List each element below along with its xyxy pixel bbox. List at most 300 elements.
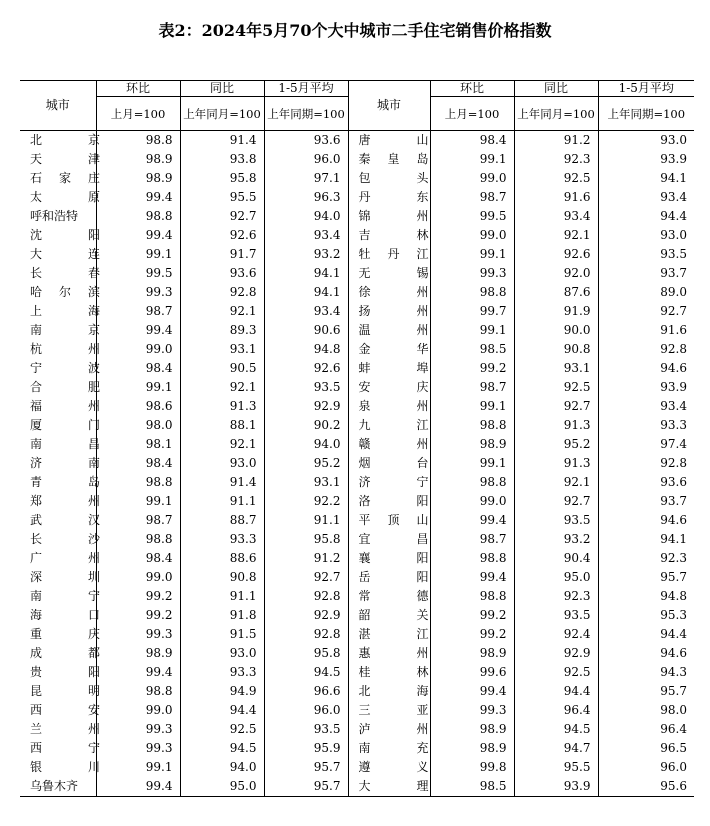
- city-name-spread-left: [30, 625, 100, 644]
- yoy-value-left: 95.5: [180, 188, 264, 207]
- table-row: [20, 644, 694, 663]
- table-row: [20, 758, 694, 777]
- mom-value-right: 98.8: [430, 549, 514, 568]
- city-name-text: 包 头: [358, 171, 429, 185]
- avg-value-left: 94.0: [264, 435, 348, 454]
- avg-value-left: 94.5: [264, 663, 348, 682]
- city-name-left: [20, 568, 100, 587]
- avg-value-right: 96.0: [598, 758, 694, 777]
- city-name-right: [348, 701, 430, 720]
- city-name-text: 武 汉: [30, 513, 100, 527]
- city-name-left: [20, 530, 100, 549]
- avg-value-left: 95.8: [264, 530, 348, 549]
- yoy-value-right: 92.9: [514, 644, 598, 663]
- mom-value-left: 98.9: [96, 150, 180, 169]
- city-name-text: 乌鲁木齐: [30, 779, 79, 793]
- city-name-right: [348, 416, 430, 435]
- avg-value-left: 93.1: [264, 473, 348, 492]
- city-name-text: 合 肥: [30, 380, 100, 394]
- city-name-spread-left: [30, 245, 100, 264]
- yoy-value-right: 93.1: [514, 359, 598, 378]
- group-header-mom-left: 环比: [96, 81, 180, 97]
- yoy-value-right: 94.7: [514, 739, 598, 758]
- table-row: [20, 492, 694, 511]
- yoy-value-right: 95.5: [514, 758, 598, 777]
- table-row: [20, 549, 694, 568]
- city-name-spread-right: [359, 226, 429, 245]
- city-name-right: [348, 587, 430, 606]
- city-name-left: [20, 739, 100, 758]
- city-name-spread-right: [359, 435, 429, 454]
- header-row-groups: [20, 81, 694, 97]
- sub-header-yoy-left: 上年同月=100: [180, 97, 264, 131]
- city-name-right: [348, 739, 430, 758]
- avg-value-right: 96.4: [598, 720, 694, 739]
- yoy-value-left: 92.1: [180, 302, 264, 321]
- city-name-text: 徐 州: [358, 285, 429, 299]
- city-name-spread-right: [359, 758, 429, 777]
- mom-value-left: 98.8: [96, 207, 180, 226]
- city-name-right: [348, 283, 430, 302]
- yoy-value-left: 91.1: [180, 587, 264, 606]
- city-name-spread-left: [30, 454, 100, 473]
- city-name-spread-right: [359, 644, 429, 663]
- city-name-text: 锦 州: [358, 209, 429, 223]
- city-name-right: [348, 321, 430, 340]
- city-name-spread-right: [359, 492, 429, 511]
- city-name-text: 银 川: [30, 760, 100, 774]
- avg-value-left: 90.2: [264, 416, 348, 435]
- avg-value-right: 93.9: [598, 150, 694, 169]
- table-row: [20, 416, 694, 435]
- mom-value-right: 99.0: [430, 492, 514, 511]
- mom-value-left: 99.4: [96, 226, 180, 245]
- city-name-left: [20, 777, 96, 797]
- mom-value-right: 98.9: [430, 720, 514, 739]
- table-row: [20, 606, 694, 625]
- city-name-text: 蚌 埠: [358, 361, 429, 375]
- city-name-text: 昆 明: [30, 684, 100, 698]
- yoy-value-right: 95.0: [514, 568, 598, 587]
- city-name-text: 泸 州: [358, 722, 429, 736]
- mom-value-left: 99.0: [96, 701, 180, 720]
- mom-value-right: 99.8: [430, 758, 514, 777]
- group-header-avg-left: 1-5月平均: [264, 81, 348, 97]
- sub-header-avg-left: 上年同期=100: [264, 97, 348, 131]
- mom-value-right: 99.3: [430, 701, 514, 720]
- city-name-text: 上 海: [30, 304, 100, 318]
- city-name-left: [20, 207, 96, 226]
- mom-value-left: 99.4: [96, 777, 180, 797]
- yoy-value-right: 92.5: [514, 169, 598, 188]
- avg-value-left: 94.1: [264, 264, 348, 283]
- mom-value-left: 98.7: [96, 511, 180, 530]
- city-name-left: [20, 188, 100, 207]
- group-header-mom-right: 环比: [430, 81, 514, 97]
- city-name-spread-left: [30, 359, 100, 378]
- city-name-spread-right: [359, 359, 429, 378]
- mom-value-left: 98.6: [96, 397, 180, 416]
- mom-value-right: 98.4: [430, 131, 514, 151]
- yoy-value-right: 92.7: [514, 492, 598, 511]
- mom-value-left: 98.9: [96, 169, 180, 188]
- table-row: [20, 245, 694, 264]
- city-name-left: [20, 150, 100, 169]
- yoy-value-right: 92.6: [514, 245, 598, 264]
- city-name-right: [348, 245, 430, 264]
- table-row: [20, 511, 694, 530]
- avg-value-right: 93.4: [598, 188, 694, 207]
- table-row: [20, 169, 694, 188]
- yoy-value-left: 92.7: [180, 207, 264, 226]
- city-name-text: 济 南: [30, 456, 100, 470]
- mom-value-left: 98.8: [96, 682, 180, 701]
- table-row: [20, 454, 694, 473]
- city-name-spread-left: [30, 150, 100, 169]
- city-name-right: [348, 397, 430, 416]
- avg-value-left: 94.8: [264, 340, 348, 359]
- page-title: 表2：2024年5月70个大中城市二手住宅销售价格指数: [158, 21, 552, 40]
- avg-value-right: 94.1: [598, 169, 694, 188]
- city-name-spread-right: [359, 530, 429, 549]
- yoy-value-left: 93.1: [180, 340, 264, 359]
- yoy-value-right: 92.5: [514, 378, 598, 397]
- city-name-spread-left: [30, 587, 100, 606]
- mom-value-right: 98.9: [430, 435, 514, 454]
- city-name-spread-left: [30, 530, 100, 549]
- mom-value-left: 99.0: [96, 568, 180, 587]
- city-name-right: [348, 454, 430, 473]
- mom-value-left: 99.3: [96, 720, 180, 739]
- avg-value-right: 97.4: [598, 435, 694, 454]
- city-name-left: [20, 682, 100, 701]
- table-row: [20, 568, 694, 587]
- avg-value-left: 96.3: [264, 188, 348, 207]
- avg-value-right: 91.6: [598, 321, 694, 340]
- mom-value-left: 99.1: [96, 378, 180, 397]
- mom-value-right: 98.8: [430, 473, 514, 492]
- city-name-text: 大 理: [358, 779, 429, 793]
- city-name-left: [20, 359, 100, 378]
- yoy-value-left: 91.7: [180, 245, 264, 264]
- city-name-spread-left: [30, 777, 100, 796]
- city-name-text: 湛 江: [358, 627, 429, 641]
- yoy-value-left: 93.6: [180, 264, 264, 283]
- city-name-text: 九 江: [358, 418, 429, 432]
- avg-value-left: 97.1: [264, 169, 348, 188]
- yoy-value-right: 92.1: [514, 226, 598, 245]
- mom-value-right: 99.4: [430, 511, 514, 530]
- avg-value-left: 92.2: [264, 492, 348, 511]
- city-name-spread-left: [30, 435, 100, 454]
- yoy-value-left: 92.5: [180, 720, 264, 739]
- mom-value-right: 98.9: [430, 739, 514, 758]
- avg-value-right: 95.7: [598, 682, 694, 701]
- avg-value-right: 94.4: [598, 207, 694, 226]
- yoy-value-right: 91.9: [514, 302, 598, 321]
- city-name-spread-left: [30, 340, 100, 359]
- yoy-value-left: 90.8: [180, 568, 264, 587]
- city-name-spread-left: [30, 169, 100, 188]
- avg-value-right: 94.1: [598, 530, 694, 549]
- yoy-value-right: 93.5: [514, 511, 598, 530]
- city-name-left: [20, 264, 100, 283]
- yoy-value-right: 92.0: [514, 264, 598, 283]
- city-name-text: 吉 林: [358, 228, 429, 242]
- city-name-spread-right: [359, 625, 429, 644]
- avg-value-left: 96.0: [264, 150, 348, 169]
- mom-value-right: 98.8: [430, 283, 514, 302]
- table-row: [20, 530, 694, 549]
- yoy-value-right: 94.4: [514, 682, 598, 701]
- yoy-value-left: 93.0: [180, 644, 264, 663]
- city-name-right: [348, 625, 430, 644]
- avg-value-left: 92.9: [264, 606, 348, 625]
- avg-value-left: 92.8: [264, 587, 348, 606]
- table-row: [20, 283, 694, 302]
- city-name-text: 长 春: [30, 266, 100, 280]
- mom-value-right: 98.5: [430, 340, 514, 359]
- city-name-left: [20, 663, 100, 682]
- city-name-spread-right: [359, 302, 429, 321]
- mom-value-left: 99.4: [96, 663, 180, 682]
- avg-value-left: 95.2: [264, 454, 348, 473]
- avg-value-left: 92.8: [264, 625, 348, 644]
- yoy-value-left: 91.3: [180, 397, 264, 416]
- city-name-spread-right: [359, 587, 429, 606]
- yoy-value-left: 95.8: [180, 169, 264, 188]
- city-header-left: 城市: [20, 81, 96, 131]
- city-name-text: 安 庆: [358, 380, 429, 394]
- yoy-value-left: 88.7: [180, 511, 264, 530]
- table-row: [20, 473, 694, 492]
- city-name-spread-right: [359, 340, 429, 359]
- mom-value-right: 98.7: [430, 530, 514, 549]
- yoy-value-right: 92.3: [514, 587, 598, 606]
- avg-value-right: 93.6: [598, 473, 694, 492]
- city-name-spread-right: [359, 397, 429, 416]
- city-name-spread-left: [30, 131, 100, 150]
- city-name-text: 重 庆: [30, 627, 100, 641]
- mom-value-right: 98.8: [430, 587, 514, 606]
- table-body: [20, 131, 694, 797]
- city-name-text: 桂 林: [358, 665, 429, 679]
- mom-value-left: 98.1: [96, 435, 180, 454]
- city-name-spread-left: [30, 397, 100, 416]
- city-name-right: [348, 644, 430, 663]
- city-name-left: [20, 644, 100, 663]
- city-name-text: 南 昌: [30, 437, 100, 451]
- city-name-right: [348, 188, 430, 207]
- yoy-value-right: 93.2: [514, 530, 598, 549]
- city-name-right: [348, 511, 430, 530]
- city-name-left: [20, 511, 100, 530]
- city-name-text: 韶 关: [358, 608, 429, 622]
- mom-value-right: 99.4: [430, 682, 514, 701]
- city-name-text: 无 锡: [358, 266, 429, 280]
- city-name-spread-right: [359, 549, 429, 568]
- avg-value-right: 92.7: [598, 302, 694, 321]
- city-name-right: [348, 435, 430, 454]
- avg-value-left: 93.2: [264, 245, 348, 264]
- mom-value-right: 99.1: [430, 321, 514, 340]
- table-row: [20, 625, 694, 644]
- mom-value-left: 99.4: [96, 321, 180, 340]
- yoy-value-right: 92.3: [514, 150, 598, 169]
- city-name-spread-right: [359, 150, 429, 169]
- yoy-value-right: 92.1: [514, 473, 598, 492]
- city-name-spread-left: [30, 283, 100, 302]
- yoy-value-left: 95.0: [180, 777, 264, 797]
- table-row: [20, 321, 694, 340]
- mom-value-left: 98.7: [96, 302, 180, 321]
- mom-value-left: 98.4: [96, 549, 180, 568]
- city-name-spread-right: [359, 378, 429, 397]
- mom-value-right: 99.2: [430, 625, 514, 644]
- city-name-right: [348, 492, 430, 511]
- city-name-spread-left: [30, 663, 100, 682]
- yoy-value-left: 93.8: [180, 150, 264, 169]
- avg-value-right: 93.4: [598, 397, 694, 416]
- city-name-spread-right: [359, 739, 429, 758]
- city-name-right: [348, 226, 430, 245]
- city-name-spread-right: [359, 131, 429, 150]
- avg-value-left: 95.7: [264, 758, 348, 777]
- city-name-text: 南 京: [30, 323, 100, 337]
- sub-header-mom-right: 上月=100: [430, 97, 514, 131]
- city-name-text: 烟 台: [358, 456, 429, 470]
- city-name-left: [20, 701, 100, 720]
- avg-value-left: 95.8: [264, 644, 348, 663]
- sub-header-mom-left: 上月=100: [96, 97, 180, 131]
- city-name-left: [20, 283, 100, 302]
- city-name-left: [20, 245, 100, 264]
- city-name-text: 西 宁: [30, 741, 100, 755]
- avg-value-left: 96.6: [264, 682, 348, 701]
- city-name-text: 扬 州: [358, 304, 429, 318]
- city-name-spread-right: [359, 606, 429, 625]
- yoy-value-left: 90.5: [180, 359, 264, 378]
- yoy-value-right: 94.5: [514, 720, 598, 739]
- table-row: [20, 207, 694, 226]
- city-name-left: [20, 321, 100, 340]
- table-row: [20, 739, 694, 758]
- city-name-right: [348, 568, 430, 587]
- city-name-text: 洛 阳: [358, 494, 429, 508]
- mom-value-right: 98.5: [430, 777, 514, 797]
- city-name-spread-right: [359, 682, 429, 701]
- avg-value-right: 93.0: [598, 226, 694, 245]
- avg-value-left: 96.0: [264, 701, 348, 720]
- yoy-value-right: 92.7: [514, 397, 598, 416]
- city-name-text: 天 津: [30, 152, 100, 166]
- city-name-right: [348, 150, 430, 169]
- city-name-text: 秦 皇 岛: [358, 152, 429, 166]
- mom-value-left: 99.1: [96, 492, 180, 511]
- yoy-value-left: 91.1: [180, 492, 264, 511]
- city-name-spread-right: [359, 473, 429, 492]
- city-name-right: [348, 777, 430, 797]
- sub-header-avg-right: 上年同期=100: [598, 97, 694, 131]
- mom-value-right: 99.0: [430, 226, 514, 245]
- city-name-text: 哈 尔 滨: [30, 285, 100, 299]
- mom-value-left: 98.4: [96, 359, 180, 378]
- city-name-spread-left: [30, 606, 100, 625]
- city-name-left: [20, 397, 100, 416]
- table-row: [20, 359, 694, 378]
- city-name-spread-right: [359, 283, 429, 302]
- city-name-text: 岳 阳: [358, 570, 429, 584]
- city-name-spread-right: [359, 663, 429, 682]
- city-name-right: [348, 302, 430, 321]
- table-row: [20, 701, 694, 720]
- table-row: [20, 302, 694, 321]
- city-name-text: 福 州: [30, 399, 100, 413]
- avg-value-right: 93.7: [598, 492, 694, 511]
- mom-value-right: 98.7: [430, 378, 514, 397]
- yoy-value-left: 91.4: [180, 131, 264, 151]
- city-name-right: [348, 169, 430, 188]
- yoy-value-left: 88.1: [180, 416, 264, 435]
- city-name-spread-right: [359, 188, 429, 207]
- city-name-left: [20, 454, 100, 473]
- avg-value-left: 93.5: [264, 720, 348, 739]
- city-name-text: 牡 丹 江: [358, 247, 429, 261]
- city-name-left: [20, 473, 100, 492]
- mom-value-left: 99.3: [96, 283, 180, 302]
- yoy-value-left: 91.8: [180, 606, 264, 625]
- city-name-left: [20, 169, 100, 188]
- yoy-value-left: 92.6: [180, 226, 264, 245]
- avg-value-right: 95.3: [598, 606, 694, 625]
- city-name-text: 青 岛: [30, 475, 100, 489]
- mom-value-left: 99.1: [96, 245, 180, 264]
- avg-value-left: 95.7: [264, 777, 348, 797]
- city-name-spread-left: [30, 568, 100, 587]
- avg-value-left: 92.7: [264, 568, 348, 587]
- table-row: [20, 587, 694, 606]
- yoy-value-left: 94.9: [180, 682, 264, 701]
- city-name-right: [348, 606, 430, 625]
- yoy-value-left: 91.5: [180, 625, 264, 644]
- mom-value-left: 99.2: [96, 587, 180, 606]
- city-name-text: 赣 州: [358, 437, 429, 451]
- mom-value-right: 99.3: [430, 264, 514, 283]
- avg-value-right: 94.6: [598, 644, 694, 663]
- avg-value-right: 92.3: [598, 549, 694, 568]
- city-name-spread-left: [30, 701, 100, 720]
- mom-value-left: 98.8: [96, 530, 180, 549]
- yoy-value-left: 92.1: [180, 378, 264, 397]
- city-name-spread-left: [30, 644, 100, 663]
- city-name-right: [348, 340, 430, 359]
- avg-value-right: 94.4: [598, 625, 694, 644]
- yoy-value-left: 92.8: [180, 283, 264, 302]
- city-name-left: [20, 302, 100, 321]
- mom-value-left: 99.0: [96, 340, 180, 359]
- city-name-text: 石 家 庄: [30, 171, 100, 185]
- city-name-spread-right: [359, 169, 429, 188]
- yoy-value-left: 93.3: [180, 663, 264, 682]
- city-name-left: [20, 340, 100, 359]
- city-name-spread-right: [359, 701, 429, 720]
- city-name-text: 济 宁: [358, 475, 429, 489]
- city-name-text: 惠 州: [358, 646, 429, 660]
- city-name-text: 沈 阳: [30, 228, 100, 242]
- mom-value-left: 99.3: [96, 739, 180, 758]
- mom-value-left: 98.0: [96, 416, 180, 435]
- mom-value-left: 99.5: [96, 264, 180, 283]
